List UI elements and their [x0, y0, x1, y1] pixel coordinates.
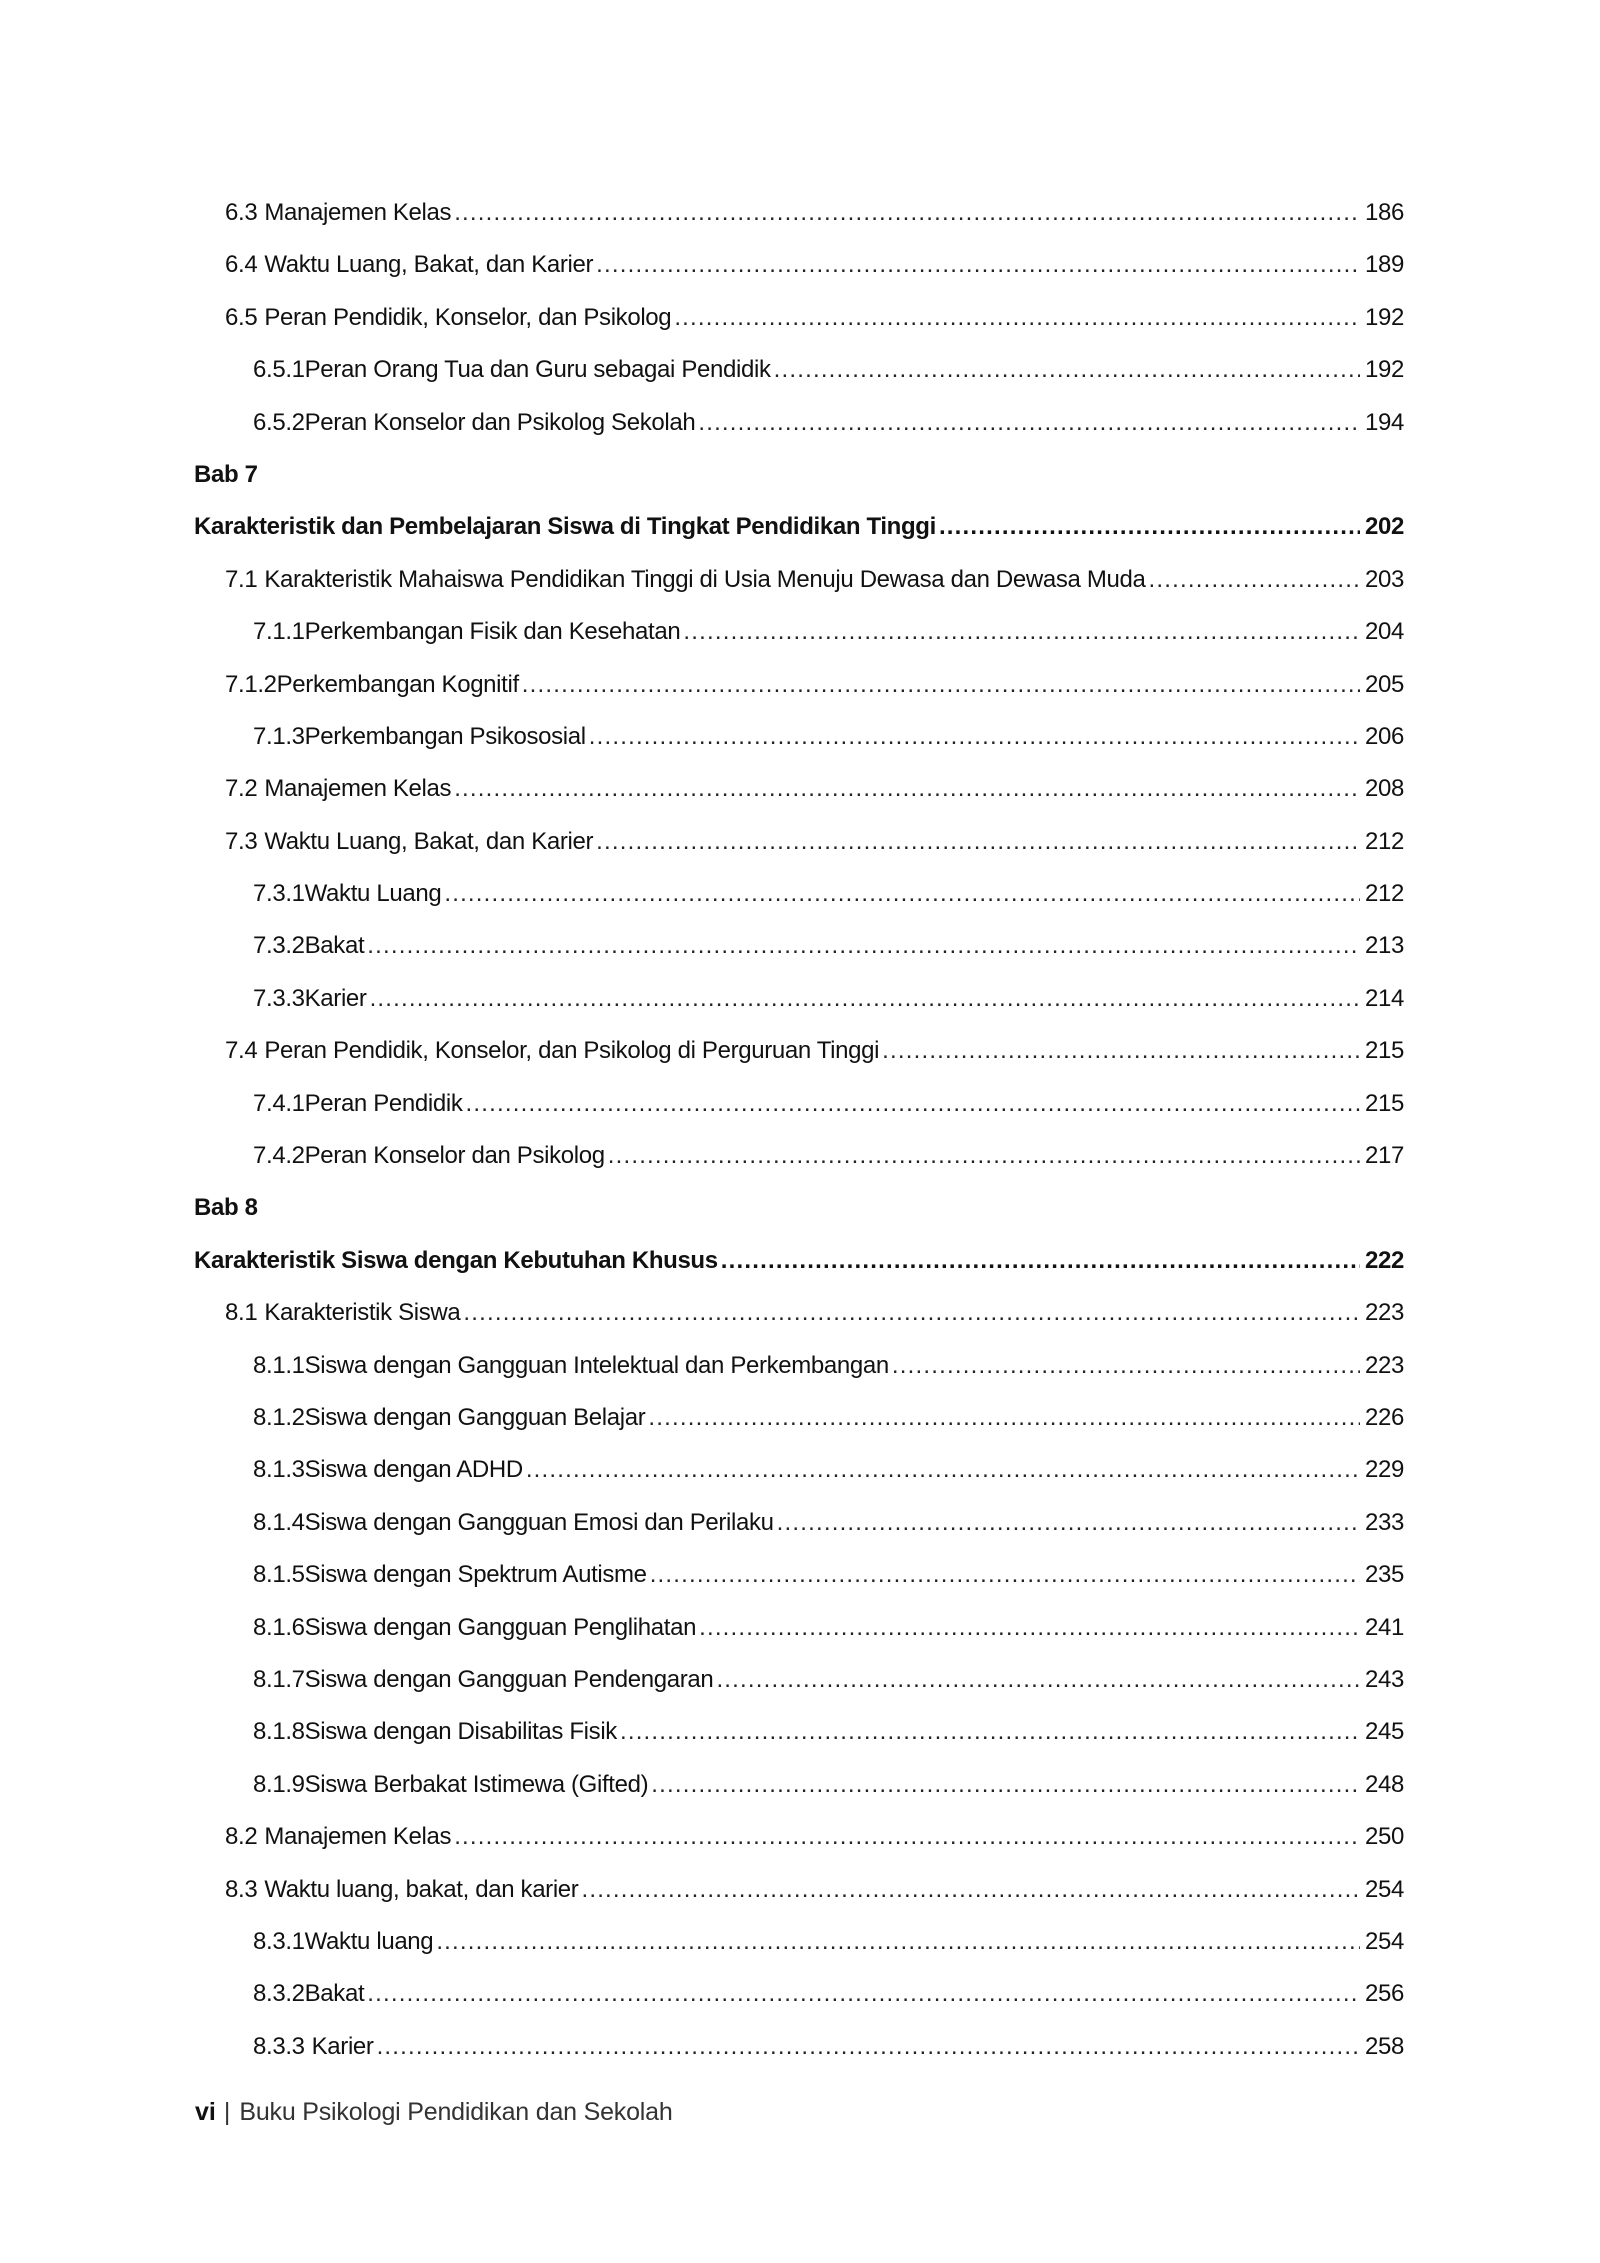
toc-entry[interactable]	[0, 763, 1600, 815]
toc-entry-link[interactable]	[253, 1078, 1404, 1130]
toc-entry-link[interactable]	[253, 1654, 1404, 1706]
footer-page-number: vi	[195, 2098, 216, 2126]
toc-entry-link[interactable]	[225, 239, 1404, 291]
toc-entry[interactable]	[0, 1497, 1600, 1549]
dot-leader	[370, 973, 1360, 1025]
section-number: 7.4.2	[253, 1142, 305, 1170]
section-number: 8.1.2	[253, 1403, 305, 1431]
section-title: Manajemen Kelas	[264, 775, 452, 803]
section-title: Karier	[311, 2032, 374, 2060]
page-number: 243	[1365, 1665, 1404, 1693]
dot-leader	[698, 397, 1360, 449]
page-number: 189	[1365, 251, 1404, 279]
page-number: 194	[1365, 408, 1404, 436]
dot-leader	[939, 501, 1360, 553]
section-number: 7.4.1	[253, 1089, 305, 1117]
chapter-label: Bab 8	[194, 1194, 258, 1222]
section-number: 8.1.6	[253, 1613, 305, 1641]
section-number: 6.4	[225, 251, 258, 279]
toc-entry-link[interactable]	[253, 1759, 1404, 1811]
section-number: 7.1.3	[253, 722, 305, 750]
dot-leader	[444, 868, 1360, 920]
section-title: Waktu Luang, Bakat, dan Karier	[264, 251, 594, 279]
section-title: Siswa dengan Gangguan Pendengaran	[304, 1665, 714, 1693]
dot-leader	[648, 1392, 1360, 1444]
dot-leader	[699, 1602, 1360, 1654]
toc-entry-link[interactable]	[225, 816, 1404, 868]
dot-leader	[581, 1864, 1360, 1916]
dot-leader	[650, 1549, 1360, 1601]
toc-entry[interactable]	[0, 920, 1600, 972]
page-number: 250	[1365, 1823, 1404, 1851]
page-number: 258	[1365, 2032, 1404, 2060]
toc-entry[interactable]	[0, 239, 1600, 291]
section-title: Siswa dengan Gangguan Belajar	[304, 1403, 646, 1431]
section-title: Peran Orang Tua dan Guru sebagai Pendidik	[304, 356, 771, 384]
section-number: 6.5.2	[253, 408, 305, 436]
toc-entry[interactable]	[0, 1549, 1600, 1601]
toc-entry[interactable]	[0, 1602, 1600, 1654]
dot-leader	[651, 1759, 1360, 1811]
section-number: 8.1.5	[253, 1561, 305, 1589]
page-number: 223	[1365, 1299, 1404, 1327]
section-number: 6.3	[225, 199, 258, 226]
page-number: 245	[1365, 1718, 1404, 1746]
page-number: 205	[1365, 670, 1404, 698]
section-title: Waktu Luang	[304, 880, 442, 908]
page-number: 192	[1365, 356, 1404, 384]
toc-entry[interactable]	[0, 187, 1600, 239]
dot-leader	[526, 1444, 1360, 1496]
section-number: 7.3	[225, 827, 258, 855]
section-title: Manajemen Kelas	[264, 199, 452, 226]
toc-entry[interactable]	[0, 973, 1600, 1025]
dot-leader	[721, 1235, 1360, 1287]
page-number: 241	[1365, 1613, 1404, 1641]
table-of-contents	[0, 187, 1600, 2073]
section-title: Perkembangan Fisik dan Kesehatan	[304, 618, 681, 646]
dot-leader	[463, 1287, 1360, 1339]
page-number: 215	[1365, 1037, 1404, 1065]
page-number: 203	[1365, 565, 1404, 593]
toc-entry-link[interactable]	[253, 920, 1404, 972]
dot-leader	[454, 763, 1360, 815]
dot-leader	[608, 1130, 1360, 1182]
dot-leader	[589, 711, 1360, 763]
toc-entry-link[interactable]	[194, 1235, 1404, 1287]
section-number: 8.1	[225, 1299, 258, 1327]
section-number: 8.3.3	[253, 2032, 305, 2060]
section-title: Karakteristik Mahaiswa Pendidikan Tinggi di Usia Menuju Dewasa dan Dewasa Muda	[264, 565, 1146, 593]
page-number: 213	[1365, 932, 1404, 960]
dot-leader	[683, 606, 1360, 658]
page-number: 214	[1365, 984, 1404, 1012]
page-number: 233	[1365, 1508, 1404, 1536]
section-number: 8.1.4	[253, 1508, 305, 1536]
toc-entry-link[interactable]	[253, 1706, 1404, 1758]
page-number: 223	[1365, 1351, 1404, 1379]
page-number: 256	[1365, 1980, 1404, 2008]
page-number: 248	[1365, 1770, 1404, 1798]
toc-entry-link[interactable]	[194, 501, 1404, 553]
section-title: Karakteristik Siswa dengan Kebutuhan Khusus	[194, 1246, 718, 1274]
page-number: 186	[1365, 199, 1404, 226]
page-number: 217	[1365, 1142, 1404, 1170]
footer-separator: |	[223, 2098, 231, 2126]
toc-entry-link[interactable]	[253, 711, 1404, 763]
toc-entry[interactable]	[0, 292, 1600, 344]
toc-entry-link[interactable]	[225, 292, 1404, 344]
toc-entry-link[interactable]	[225, 1864, 1404, 1916]
section-number: 8.3	[225, 1875, 258, 1903]
toc-entry[interactable]	[0, 606, 1600, 658]
toc-entry-link[interactable]	[225, 187, 1404, 239]
toc-entry[interactable]	[0, 816, 1600, 868]
section-number: 7.1	[225, 565, 258, 593]
toc-chapter-entry[interactable]	[0, 1235, 1600, 1287]
dot-leader	[777, 1497, 1360, 1549]
section-number: 6.5.1	[253, 356, 305, 384]
section-number: 7.4	[225, 1037, 258, 1065]
page-number: 254	[1365, 1875, 1404, 1903]
toc-entry[interactable]	[0, 2021, 1600, 2073]
toc-entry[interactable]	[0, 1340, 1600, 1392]
dot-leader	[674, 292, 1360, 344]
toc-entry[interactable]	[0, 344, 1600, 396]
page-number: 215	[1365, 1089, 1404, 1117]
toc-entry[interactable]	[0, 1392, 1600, 1444]
toc-entry[interactable]	[0, 554, 1600, 606]
section-title: Peran Pendidik, Konselor, dan Psikolog	[264, 303, 672, 331]
toc-entry[interactable]	[0, 1864, 1600, 1916]
toc-entry-link[interactable]	[253, 1602, 1404, 1654]
toc-entry[interactable]	[0, 868, 1600, 920]
chapter-heading	[0, 449, 1600, 501]
toc-entry-link[interactable]	[253, 973, 1404, 1025]
section-title: Siswa dengan Gangguan Emosi dan Perilaku	[304, 1508, 774, 1536]
toc-entry[interactable]	[0, 1130, 1600, 1182]
section-title: Siswa dengan ADHD	[304, 1456, 523, 1484]
page-number: 204	[1365, 618, 1404, 646]
toc-entry[interactable]	[0, 397, 1600, 449]
section-number: 6.5	[225, 303, 258, 331]
toc-entry-link[interactable]	[253, 868, 1404, 920]
section-number: 8.1.8	[253, 1718, 305, 1746]
toc-entry[interactable]	[0, 1078, 1600, 1130]
dot-leader	[466, 1078, 1360, 1130]
toc-entry-link[interactable]	[253, 1497, 1404, 1549]
section-title: Bakat	[304, 932, 365, 960]
toc-chapter-entry[interactable]	[0, 501, 1600, 553]
section-number: 8.3.1	[253, 1927, 305, 1955]
dot-leader	[716, 1654, 1360, 1706]
page-number: 222	[1365, 1246, 1404, 1274]
section-number: 8.1.9	[253, 1770, 305, 1798]
toc-entry[interactable]	[0, 659, 1600, 711]
section-title: Waktu luang	[304, 1927, 434, 1955]
page-number: 208	[1365, 775, 1404, 803]
footer-book-title: Buku Psikologi Pendidikan dan Sekolah	[239, 2098, 673, 2126]
page-number: 212	[1365, 827, 1404, 855]
dot-leader	[596, 816, 1360, 868]
section-title: Siswa dengan Spektrum Autisme	[304, 1561, 647, 1589]
dot-leader	[596, 239, 1360, 291]
toc-entry-link[interactable]	[253, 1916, 1404, 1968]
dot-leader	[367, 1968, 1360, 2020]
dot-leader	[436, 1916, 1360, 1968]
section-title: Manajemen Kelas	[264, 1823, 452, 1851]
page-number: 202	[1365, 513, 1404, 541]
section-number: 7.1.2	[225, 670, 277, 698]
toc-entry-link[interactable]	[225, 763, 1404, 815]
section-title: Siswa dengan Disabilitas Fisik	[304, 1718, 617, 1746]
section-title: Peran Pendidik, Konselor, dan Psikolog di Perguruan Tinggi	[264, 1037, 880, 1065]
section-title: Siswa dengan Gangguan Intelektual dan Perkembangan	[304, 1351, 889, 1379]
page-number: 192	[1365, 303, 1404, 331]
toc-entry[interactable]	[0, 1916, 1600, 1968]
dot-leader	[774, 344, 1360, 396]
section-title: Peran Konselor dan Psikolog	[304, 1142, 605, 1170]
chapter-label: Bab 7	[194, 460, 258, 488]
section-title: Bakat	[304, 1980, 365, 2008]
toc-entry[interactable]	[0, 1811, 1600, 1863]
section-title: Perkembangan Psikososial	[304, 722, 586, 750]
toc-entry[interactable]	[0, 711, 1600, 763]
section-number: 8.1.1	[253, 1351, 305, 1379]
toc-entry-link[interactable]	[253, 1392, 1404, 1444]
toc-entry[interactable]	[0, 1025, 1600, 1077]
dot-leader	[522, 659, 1360, 711]
toc-entry-link[interactable]	[225, 1025, 1404, 1077]
page-number: 206	[1365, 722, 1404, 750]
section-title: Siswa dengan Gangguan Penglihatan	[304, 1613, 697, 1641]
toc-entry-link[interactable]	[225, 1287, 1404, 1339]
section-number: 7.1.1	[253, 618, 305, 646]
toc-entry-link[interactable]	[225, 659, 1404, 711]
section-title: Waktu luang, bakat, dan karier	[264, 1875, 579, 1903]
section-number: 8.1.7	[253, 1665, 305, 1693]
toc-entry[interactable]	[0, 1287, 1600, 1339]
toc-entry-link[interactable]	[253, 344, 1404, 396]
toc-entry[interactable]	[0, 1444, 1600, 1496]
toc-entry[interactable]	[0, 1759, 1600, 1811]
toc-entry-link[interactable]	[253, 1968, 1404, 2020]
page-number: 212	[1365, 880, 1404, 908]
dot-leader	[454, 1811, 1360, 1863]
toc-entry[interactable]	[0, 1706, 1600, 1758]
page-footer	[195, 2096, 673, 2128]
toc-entry[interactable]	[0, 1968, 1600, 2020]
dot-leader	[454, 187, 1360, 239]
section-title: Karakteristik dan Pembelajaran Siswa di Tingkat Pendidikan Tinggi	[194, 513, 936, 541]
toc-entry-link[interactable]	[253, 1130, 1404, 1182]
page-number: 226	[1365, 1403, 1404, 1431]
section-title: Siswa Berbakat Istimewa (Gifted)	[304, 1770, 649, 1798]
page-number: 229	[1365, 1456, 1404, 1484]
section-number: 7.3.1	[253, 880, 305, 908]
section-number: 7.2	[225, 775, 258, 803]
section-title: Waktu Luang, Bakat, dan Karier	[264, 827, 594, 855]
dot-leader	[882, 1025, 1360, 1077]
section-title: Perkembangan Kognitif	[276, 670, 519, 698]
toc-entry-link[interactable]	[225, 1811, 1404, 1863]
toc-entry-link[interactable]	[253, 1444, 1404, 1496]
section-number: 8.2	[225, 1823, 258, 1851]
toc-entry-link[interactable]	[253, 1549, 1404, 1601]
page-number: 235	[1365, 1561, 1404, 1589]
toc-entry-link[interactable]	[253, 606, 1404, 658]
dot-leader	[367, 920, 1360, 972]
section-title: Peran Pendidik	[304, 1089, 463, 1117]
dot-leader	[620, 1706, 1360, 1758]
section-number: 8.1.3	[253, 1456, 305, 1484]
section-title: Karier	[304, 984, 367, 1012]
toc-entry[interactable]	[0, 1654, 1600, 1706]
dot-leader	[1149, 554, 1361, 606]
chapter-heading	[0, 1182, 1600, 1234]
section-number: 7.3.3	[253, 984, 305, 1012]
toc-entry-link[interactable]	[253, 1340, 1404, 1392]
page-number: 254	[1365, 1927, 1404, 1955]
section-title: Peran Konselor dan Psikolog Sekolah	[304, 408, 696, 436]
dot-leader	[892, 1340, 1360, 1392]
section-title: Karakteristik Siswa	[264, 1299, 461, 1327]
dot-leader	[377, 2021, 1360, 2073]
toc-entry-link[interactable]	[225, 554, 1404, 606]
toc-entry-link[interactable]	[253, 2021, 1404, 2073]
section-number: 8.3.2	[253, 1980, 305, 2008]
toc-entry-link[interactable]	[253, 397, 1404, 449]
section-number: 7.3.2	[253, 932, 305, 960]
